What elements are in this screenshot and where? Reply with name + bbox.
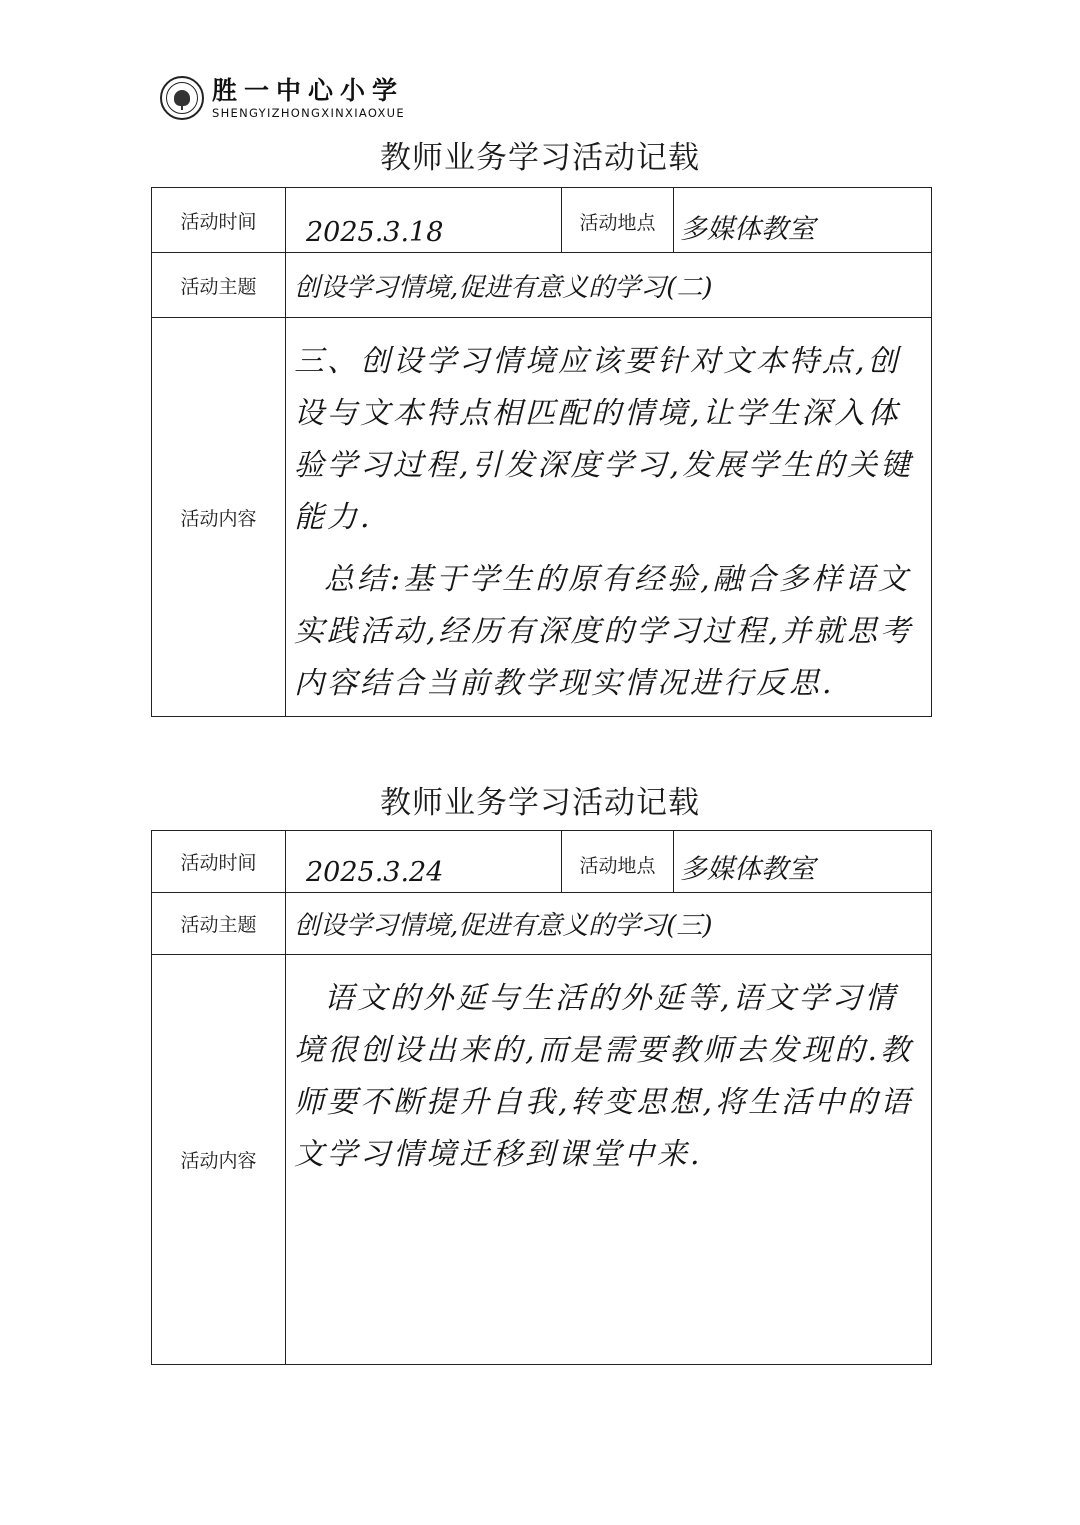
content-value	[286, 318, 932, 717]
content-row	[152, 955, 932, 1365]
place-value: 多媒体教室	[674, 831, 932, 893]
content-row	[152, 318, 932, 717]
time-label: 活动时间	[152, 831, 286, 893]
content-label: 活动内容	[152, 318, 286, 717]
theme-label: 活动主题	[152, 893, 286, 955]
theme-row	[152, 893, 932, 955]
time-value: 2025.3.18	[286, 188, 562, 253]
content-paragraph: 三、创设学习情境应该要针对文本特点,创设与文本特点相匹配的情境,让学生深入体验学习过程,引发深度学习,发展学生的关键能力.	[294, 344, 914, 535]
time-label: 活动时间	[152, 188, 286, 253]
time-value: 2025.3.24	[286, 831, 562, 893]
place-value: 多媒体教室	[674, 188, 932, 253]
school-text	[212, 76, 405, 120]
school-logo-icon	[160, 76, 204, 120]
content-paragraph: 总结:基于学生的原有经验,融合多样语文实践活动,经历有深度的学习过程,并就思考内容结合当前教学现实情况进行反思.	[294, 562, 914, 701]
record-table	[151, 830, 932, 1365]
time-place-row	[152, 188, 932, 253]
record-title: 教师业务学习活动记载	[380, 140, 700, 176]
school-pinyin: SHENGYIZHONGXINXIAOXUE	[212, 106, 405, 120]
theme-value: 创设学习情境,促进有意义的学习(二)	[286, 253, 932, 318]
content-paragraph: 语文的外延与生活的外延等,语文学习情境很创设出来的,而是需要教师去发现的.教师要不断提升自我,转变思想,将生活中的语文学习情境迁移到课堂中来.	[294, 981, 914, 1172]
theme-row	[152, 253, 932, 318]
school-header	[160, 76, 405, 120]
content-label: 活动内容	[152, 955, 286, 1365]
theme-label: 活动主题	[152, 253, 286, 318]
content-value	[286, 955, 932, 1365]
record-table	[151, 187, 932, 717]
school-name: 胜一中心小学	[212, 76, 405, 105]
time-place-row	[152, 831, 932, 893]
record-title: 教师业务学习活动记载	[380, 785, 700, 821]
place-label: 活动地点	[562, 831, 674, 893]
theme-value: 创设学习情境,促进有意义的学习(三)	[286, 893, 932, 955]
place-label: 活动地点	[562, 188, 674, 253]
